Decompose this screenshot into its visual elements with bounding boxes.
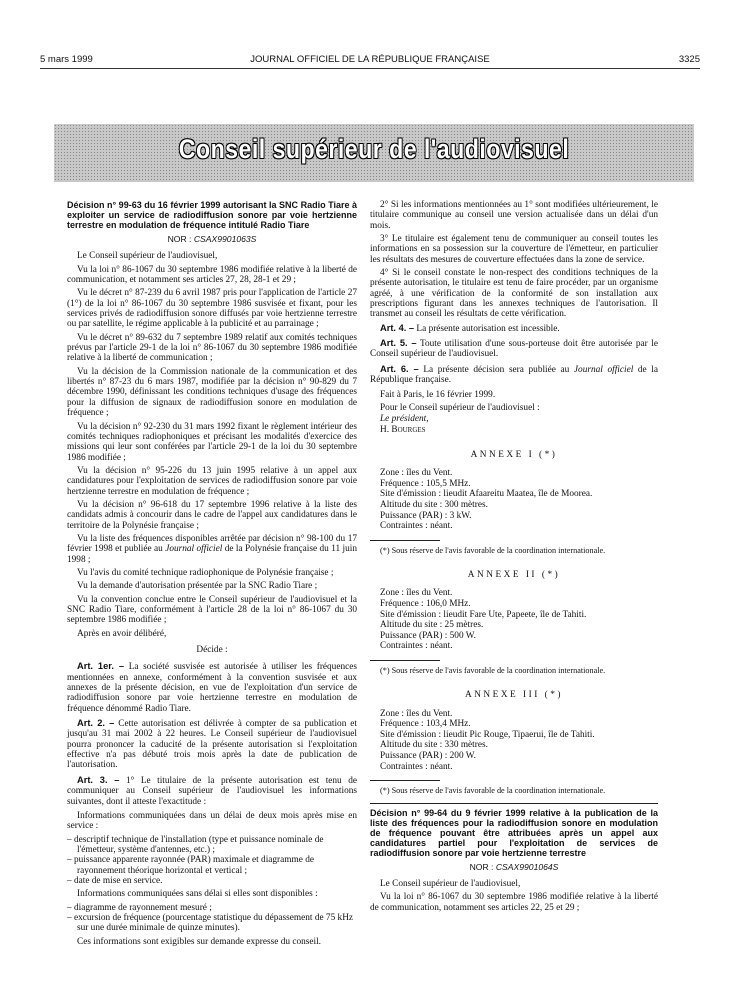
list-item: – diagramme de rayonnement mesuré ;: [67, 902, 212, 913]
info-without-delay: Informations communiquées sans délai si elles sont disponibles :: [77, 889, 318, 900]
article-text: 1° Le titulaire de la présente autorisation est tenu de communiquer au Conseil supérieur de l'audiovisuel les informations suivantes, dont il atteste l'exactitude :: [67, 775, 357, 807]
annexe-line: Site d'émission : lieudit Afaareitu Maatea, île de Moorea.: [380, 489, 593, 500]
article-text: Toute utilisation d'une sous-porteuse doit être autorisée par le Conseil supérieur de l'audiovisuel.: [370, 339, 658, 360]
annexe-line: Zone : îles du Vent.: [380, 588, 453, 599]
article-label: Art. 2. –: [77, 718, 115, 729]
annexe-footnote: (*) Sous réserve de l'avis favorable de la coordination internationale.: [380, 786, 606, 796]
annexe-footnote: (*) Sous réserve de l'avis favorable de la coordination internationale.: [380, 666, 606, 675]
decision-63-intro: Le Conseil supérieur de l'audiovisuel,: [77, 251, 218, 262]
visa: Vu la décision de la Commission nationale de la communication et des libertés n° 87-23 du 6 mars 1987, modifiée par la décision n° 90-829 du 7 décembre 1990, définissant les conditions techniques d'usage des fréquences pour la diffusion de signaux de radiodiffusion sonore en modulation de fréquence ;: [67, 366, 357, 419]
nor-code: CSAX9901064S: [495, 861, 559, 872]
list-item: – puissance apparente rayonnée (PAR) maximale et diagramme de rayonnement théorique horizontal et vertical ;: [67, 855, 314, 876]
decision-separator: [370, 803, 658, 804]
article-label: Art. 3. –: [77, 774, 120, 785]
visa: Vu la convention conclue entre le Conseil supérieur de l'audiovisuel et la SNC Radio Tiare, conformément à l'article 28 de la loi n° 86-1067 du 30 septembre 1986 modifiée ;: [67, 594, 357, 626]
visa: Vu le décret n° 87-239 du 6 avril 1987 pris pour l'application de l'article 27 (1°) de la loi n° 86-1067 du 30 septembre 1986 susvisée et fixant, pour les services privés de radiodiffusion sonore diffusés par voie hertzienne terrestre ou par satellite, le régime applicable à la publicité et au parrainage ;: [67, 288, 357, 330]
annexe-line: Contraintes : néant.: [380, 641, 453, 652]
article-1: [67, 661, 357, 714]
annexe-line: Altitude du site : 330 mètres.: [380, 740, 488, 751]
annexe-line: Site d'émission : lieudit Fare Ute, Papeete, île de Tahiti.: [380, 609, 587, 620]
decide-heading: Décide :: [196, 645, 228, 656]
annexe-line: Site d'émission : lieudit Pic Rouge, Tipaerui, île de Tahiti.: [380, 729, 595, 740]
annexe-line: Puissance (PAR) : 200 W.: [380, 751, 476, 762]
article-text: Cette autorisation est délivrée à compter de sa publication et jusqu'au 31 mai 2002 à 22 heures. Le Conseil supérieur de l'audiovisuel pourra prononcer la caducité de la présente autorisation si l'exploitation effective n'a pas débuté trois mois après la date de publication de l'autorisation.: [67, 719, 357, 771]
article-journal-italic: Journal officiel: [573, 364, 634, 375]
left-column: [67, 200, 357, 950]
annexe-footnote: (*) Sous réserve de l'avis favorable de la coordination internationale.: [380, 545, 606, 555]
signature-role: Le président,: [380, 413, 429, 424]
article-text: de la République française.: [370, 364, 659, 386]
info-on-request: Ces informations sont exigibles sur demande expresse du conseil.: [77, 936, 321, 947]
nor-label: NOR :: [167, 234, 192, 244]
visa-journal-italic: Journal officiel: [165, 544, 223, 555]
decision-64-nor: [370, 862, 658, 872]
footnote-rule: [370, 660, 440, 661]
signature-name: H. Bourges: [380, 424, 426, 435]
running-header: [40, 54, 700, 68]
visa: Vu la demande d'autorisation présentée par la SNC Radio Tiare ;: [77, 581, 318, 592]
article-6: [370, 364, 658, 386]
annexe-line: Fréquence : 105,5 MHz.: [380, 478, 471, 489]
annexe-line: Zone : îles du Vent.: [380, 468, 453, 479]
annexe-line: Fréquence : 103,4 MHz.: [380, 719, 471, 730]
fait-a-paris: Fait à Paris, le 16 février 1999.: [380, 389, 496, 400]
footnote-rule: [370, 540, 440, 541]
annexe-line: Puissance (PAR) : 500 W.: [380, 630, 476, 641]
header-date: 5 mars 1999: [40, 54, 93, 65]
annexe-line: Contraintes : néant.: [380, 521, 453, 532]
article-2: [67, 718, 357, 771]
visa: Vu la loi n° 86-1067 du 30 septembre 1986 modifiée relative à la liberté de communication, notamment ses articles 22, 25 et 29 ;: [370, 892, 658, 913]
paragraph-3: 3° Le titulaire est également tenu de communiquer au conseil toutes les informations en sa possession sur la couverture de l'émetteur, en particulier les résultats des mesures de couverture effectuées dans la zone de service.: [370, 234, 658, 265]
right-column: [370, 200, 658, 916]
list-info-two-months: [67, 835, 357, 887]
visa: Vu le décret n° 89-632 du 7 septembre 1989 relatif aux comités techniques prévus par l'article 29-1 de la loi n° 86-1067 du 30 septembre 1986 modifiée relative à la liberté de communication ;: [67, 332, 357, 364]
visa: Vu la loi n° 86-1067 du 30 septembre 1986 modifiée relative à la liberté de communication, et notamment ses articles 27, 28, 28-1 et 29 ;: [67, 264, 357, 286]
header-page-number: 3325: [678, 54, 700, 65]
annexe-title: ANNEXE III (*): [465, 690, 563, 701]
annexe-line: Contraintes : néant.: [380, 761, 453, 772]
article-label: Art. 6. –: [380, 363, 419, 374]
annexe-line: Altitude du site : 25 mètres.: [380, 620, 484, 631]
annexe-title: ANNEXE II (*): [467, 570, 561, 581]
annexe-title: ANNEXE I (*): [470, 449, 558, 460]
paragraph-2: 2° Si les informations mentionnées au 1° sont modifiées ultérieurement, le titulaire communique au conseil une version actualisée dans un délai d'un mois.: [370, 200, 658, 231]
visa: Vu la décision n° 95-226 du 13 juin 1995 relative à un appel aux candidatures pour l'exploitation de services de radiodiffusion sonore par voie hertzienne terrestre en modulation de fréquence ;: [67, 465, 357, 497]
annexe-line: Fréquence : 106,0 MHz.: [380, 599, 471, 610]
list-item: – date de mise en service.: [67, 875, 163, 886]
header-rule: [40, 68, 700, 69]
nor-code: CSAX9901063S: [193, 234, 257, 244]
decision-63-title: Décision n° 99-63 du 16 février 1999 autorisant la SNC Radio Tiare à exploiter un service de radiodiffusion sonore par voie hertzienne terrestre en modulation de fréquence intitulé Radio Tiare: [67, 200, 357, 230]
article-label: Art. 1er. –: [77, 661, 125, 672]
section-banner: [54, 124, 694, 182]
footnote-rule: [370, 780, 440, 781]
decision-64-intro: Le Conseil supérieur de l'audiovisuel,: [380, 878, 521, 889]
list-item: – descriptif technique de l'installation (type et puissance nominale de l'émetteur, système d'antennes, etc.) ;: [67, 834, 324, 855]
article-text: La société susvisée est autorisée à utiliser les fréquences mentionnées en annexe, conformément à la convention susvisée et aux annexes de la présente décision, en vue de l'exploitation d'un service de radiodiffusion sonore par voie hertzienne terrestre en modulation de fréquence dénommé Radio Tiare.: [67, 662, 357, 714]
visa-text: Vu la liste des fréquences disponibles arrêtée par décision n° 98-100 du 17 février 1998 et publiée au: [67, 533, 357, 555]
visa: Vu la décision n° 96-618 du 17 septembre 1996 relative à la liste des candidats admis à concourir dans le cadre de l'appel aux candidatures dans le territoire de la Polynésie française ;: [67, 499, 357, 531]
visa-text: de la Polynésie française du 11 juin 1998 ;: [67, 544, 358, 565]
article-text: La présente décision sera publiée au: [418, 364, 574, 375]
article-label: Art. 4. –: [380, 322, 415, 333]
annexe-line: Altitude du site : 300 mètres.: [380, 499, 488, 510]
annexe-line: Zone : îles du Vent.: [380, 708, 453, 719]
annexe-line: Puissance (PAR) : 3 kW.: [380, 510, 472, 521]
annexe-2: [370, 570, 658, 676]
signature-block: [370, 403, 658, 436]
info-two-months: Informations communiquées dans un délai de deux mois après mise en service :: [67, 810, 357, 832]
annexe-3: [370, 690, 658, 796]
nor-label: NOR :: [469, 861, 494, 872]
visa: Vu la décision n° 92-230 du 31 mars 1992 fixant le règlement intérieur des comités techniques radiophoniques et précisant les modalités d'exercice des missions qui leur sont conférées par l'article 29-1 de la loi du 30 septembre 1986 modifiée ;: [67, 421, 357, 463]
article-text: La présente autorisation est incessible.: [414, 323, 560, 334]
banner-title: Conseil supérieur de l'audiovisuel: [178, 134, 570, 164]
signature-line: Pour le Conseil supérieur de l'audiovisuel :: [380, 402, 540, 413]
article-label: Art. 5. –: [380, 338, 417, 349]
decision-64-title: Décision n° 99-64 du 9 février 1999 relative à la publication de la liste des fréquences pour la radiodiffusion sonore en modulation de fréquence pouvant être attribuées après un appel aux candidatures partiel pour l'exploitation de services de radiodiffusion sonore par voie hertzienne terrestre: [370, 807, 658, 858]
article-3: [67, 775, 357, 807]
visa-journal: [67, 534, 357, 565]
header-journal-title: JOURNAL OFFICIEL DE LA RÉPUBLIQUE FRANÇAISE: [250, 54, 490, 65]
visa: Vu l'avis du comité technique radiophonique de Polynésie française ;: [77, 567, 334, 578]
paragraph-4: 4° Si le conseil constate le non-respect des conditions techniques de la présente autorisation, le titulaire est tenu de faire procéder, par un organisme agréé, à une vérification de la conformité de son installation aux prescriptions figurant dans les annexes techniques de l'autorisation. Il transmet au conseil les résultats de cette vérification.: [370, 268, 658, 320]
decision-63-nor: [67, 234, 357, 244]
list-info-without-delay: [67, 903, 357, 934]
list-item: – excursion de fréquence (pourcentage statistique du dépassement de 75 kHz sur une durée minimale de quinze minutes).: [67, 912, 354, 934]
article-5: [370, 338, 658, 360]
annexe-1: [370, 450, 658, 556]
deliberation: Après en avoir délibéré,: [77, 628, 167, 639]
article-4: [370, 323, 658, 334]
